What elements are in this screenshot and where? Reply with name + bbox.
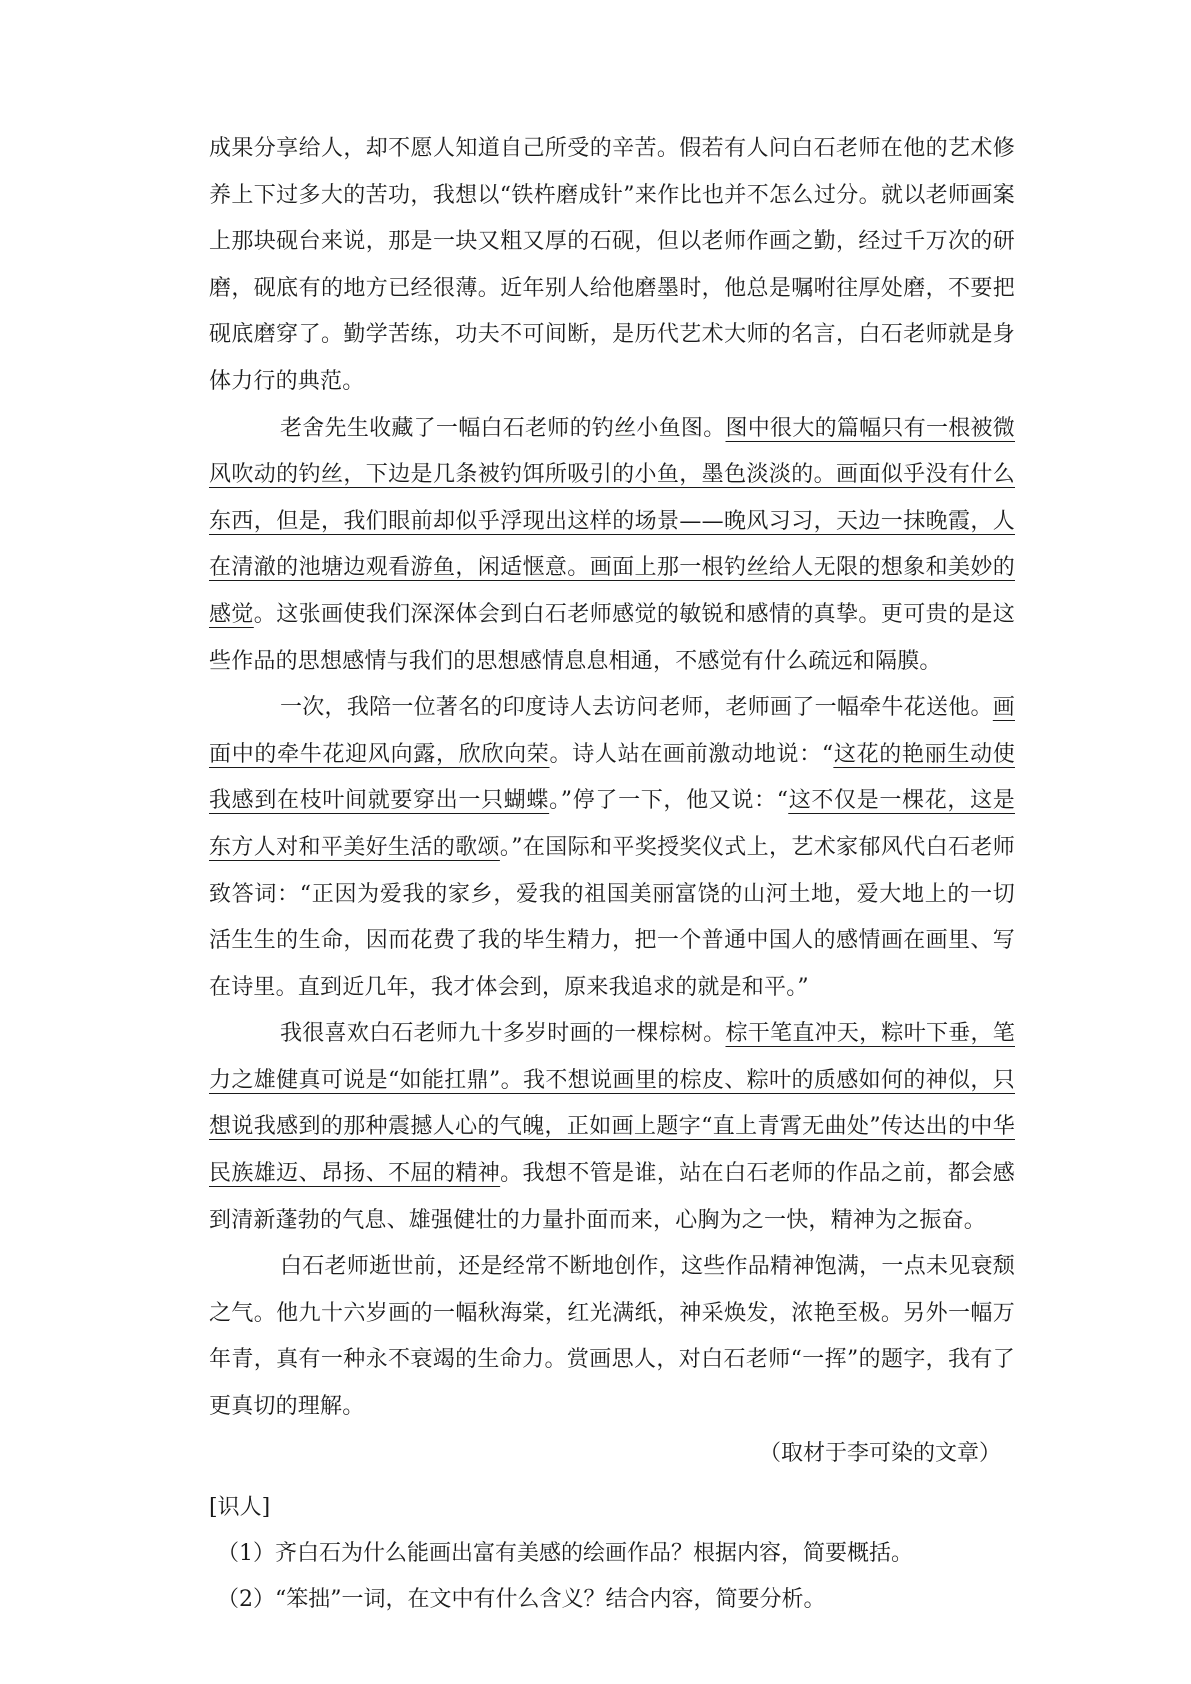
article-paragraph — [209, 126, 1015, 406]
article-body — [209, 126, 1015, 1431]
underlined-sentence: 棕干笔直冲天，粽叶下垂，笔力之雄健真可说是“如能扛鼎”。我不想说画里的棕皮、粽叶的质感如何的神似，只想说我感到的那种震撼人心的气魄，正如画上题字“直上青霄无曲处”传达出的中华民族雄迈、昂扬、不屈的精神 — [209, 1021, 1015, 1187]
underlined-sentence: 画面中的牵牛花迎风向露，欣欣向荣 — [209, 695, 1015, 767]
paragraph-text: 一次，我陪一位著名的印度诗人去访问老师，老师画了一幅牵牛花送他。 — [280, 695, 993, 721]
article-paragraph — [209, 406, 1015, 686]
paragraph-text: 我很喜欢白石老师九十多岁时画的一棵棕树。 — [280, 1021, 726, 1047]
article-paragraph — [209, 1011, 1015, 1244]
document-page — [209, 126, 1015, 1623]
paragraph-text: 。这张画使我们深深体会到白石老师感觉的敏锐和感情的真挚。更可贵的是这些作品的思想感情与我们的思想感情息息相通，不感觉有什么疏远和隔膜。 — [209, 601, 1015, 674]
section-label: [识人] — [209, 1494, 271, 1520]
paragraph-text: 。”停了一下，他又说：“ — [549, 788, 789, 814]
article-paragraph — [209, 1244, 1015, 1430]
paragraph-text: 。诗人站在画前激动地说：“ — [549, 741, 834, 767]
article-paragraph — [209, 685, 1015, 1011]
question-list — [209, 1531, 1015, 1623]
underlined-sentence: 这花的艳丽生动使我感到在枝叶间就要穿出一只蝴蝶 — [209, 741, 1015, 814]
underlined-sentence: 图中很大的篇幅只有一根被微风吹动的钓丝，下边是几条被钓饵所吸引的小鱼，墨色淡淡的。画面似乎没有什么东西，但是，我们眼前却似乎浮现出这样的场景——晚风习习，天边一抹晚霞，人在清澈的池塘边观看游鱼，闲适惬意。画面上那一根钓丝给人无限的想象和美妙的感觉 — [209, 415, 1015, 627]
paragraph-text: 老舍先生收藏了一幅白石老师的钓丝小鱼图。 — [280, 415, 726, 441]
paragraph-text: 。”在国际和平奖授奖仪式上，艺术家郁风代白石老师致答词：“正因为爱我的家乡，爱我的祖国美丽富饶的山河土地，爱大地上的一切活生生的生命，因而花费了我的毕生精力，把一个普通中国人的感情画在画里、写在诗里。直到近几年，我才体会到，原来我追求的就是和平。” — [209, 834, 1015, 1000]
underlined-sentence: 这不仅是一棵花，这是东方人对和平美好生活的歌颂 — [209, 788, 1015, 860]
paragraph-text: 白石老师逝世前，还是经常不断地创作，这些作品精神饱满，一点未见衰颓之气。他九十六岁画的一幅秋海棠，红光满纸，神采焕发，浓艳至极。另外一幅万年青，真有一种永不衰竭的生命力。赏画思人，对白石老师“一挥”的题字，我有了更真切的理解。 — [209, 1254, 1015, 1420]
source-citation: （取材于李可染的文章） — [758, 1440, 1001, 1466]
question-item: （2）“笨拙”一词，在文中有什么含义？结合内容，简要分析。 — [217, 1586, 826, 1612]
paragraph-text: 成果分享给人，却不愿人知道自己所受的辛苦。假若有人问白石老师在他的艺术修养上下过多大的苦功，我想以“铁杵磨成针”来作比也并不怎么过分。就以老师画案上那块砚台来说，那是一块又粗又厚的石砚，但以老师作画之勤，经过千万次的研磨，砚底有的地方已经很薄。近年别人给他磨墨时，他总是嘱咐往厚处磨，不要把砚底磨穿了。勤学苦练，功夫不可间断，是历代艺术大师的名言，白石老师就是身体力行的典范。 — [209, 136, 1015, 394]
paragraph-text: 。我想不管是谁，站在白石老师的作品之前，都会感到清新蓬勃的气息、雄强健壮的力量扑面而来，心胸为之一快，精神为之振奋。 — [209, 1161, 1015, 1233]
question-item: （1）齐白石为什么能画出富有美感的绘画作品？根据内容，简要概括。 — [217, 1540, 913, 1566]
